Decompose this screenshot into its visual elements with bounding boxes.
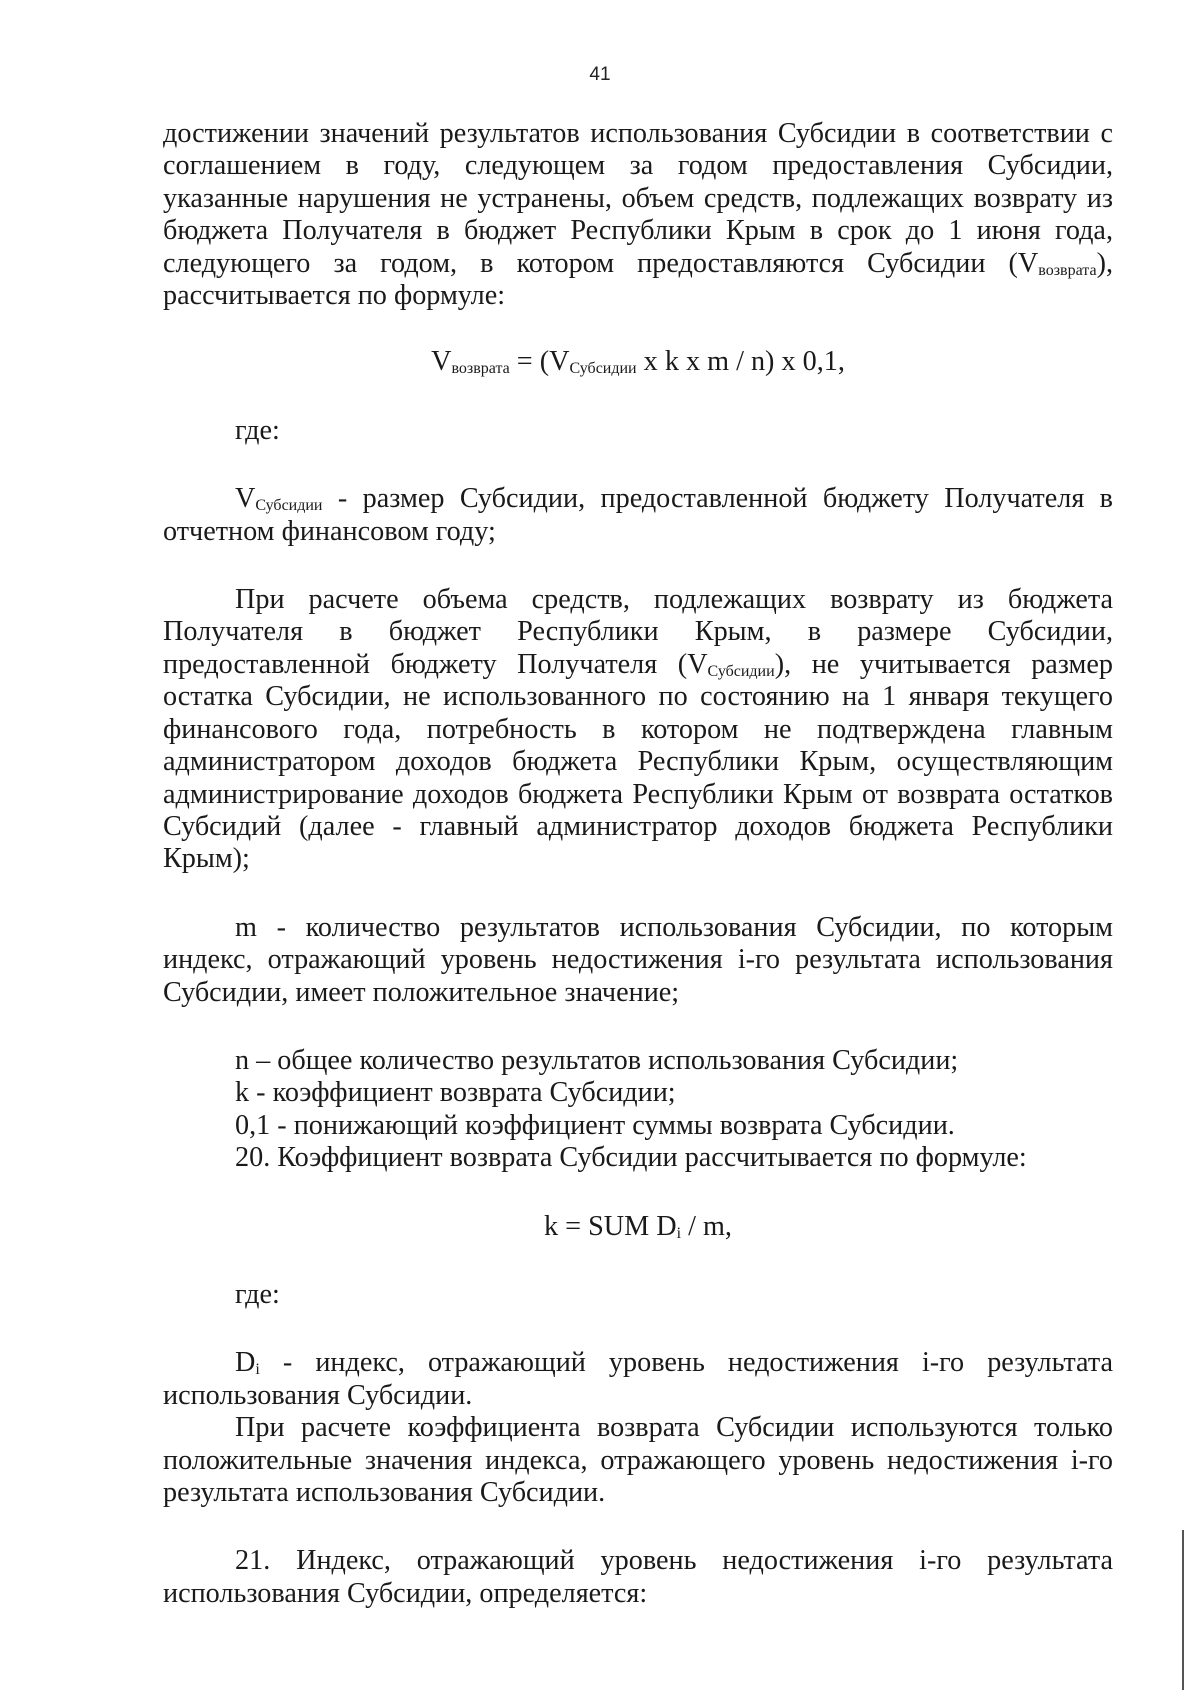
scan-edge-mark: [1182, 1530, 1184, 1690]
formula-return-coefficient: k = SUM $D_i$ / m,: [544, 1210, 732, 1242]
paragraph-continuation: достижении значений результатов использования Субсидии в соответствии с соглашением в году, следующем за годом предоставления Субсидии, указанные нарушения не устранены, объем средств, подлежащих возврату из бюджета Получателя в бюджет Республики Крым в срок до 1 июня года, следующего за годом, в котором предоставляются Субсидии $(V_{возврата})$, рассчитывается по формуле:: [163, 118, 1113, 312]
item-21: 21. Индекс, отражающий уровень недостижения i-го результата использования Субсидии, определяется:: [163, 1545, 1113, 1609]
definition-v-subsidy: $V_{Субсидии}$ - размер Субсидии, предоставленной бюджету Получателя в отчетном финансовом году;: [163, 483, 1113, 547]
definition-coefficient: 0,1 - понижающий коэффициент суммы возврата Субсидии.: [235, 1109, 955, 1141]
definition-m: m - количество результатов использования Субсидии, по которым индекс, отражающий уровень недостижения i-го результата использования Субсидии, имеет положительное значение;: [163, 911, 1113, 1008]
definition-di: $D_i$ - индекс, отражающий уровень недостижения i-го результата использования Субсидии.: [163, 1347, 1113, 1411]
paragraph-positive-values: При расчете коэффициента возврата Субсидии используются только положительные значения индекса, отражающего уровень недостижения i-го результата использования Субсидии.: [163, 1412, 1113, 1508]
definition-k: k - коэффициент возврата Субсидии;: [235, 1077, 676, 1109]
where-label-2: где:: [235, 1278, 280, 1310]
where-label: где:: [235, 414, 280, 446]
page-number: 41: [589, 64, 611, 85]
definition-n: n – общее количество результатов использования Субсидии;: [235, 1044, 959, 1076]
document-body: [163, 118, 1113, 1610]
formula-return-volume: $V_{возврата} = (V_{Субсидии}$ x k x m / n) x 0,1,: [431, 346, 845, 378]
item-20: 20. Коэффициент возврата Субсидии рассчитывается по формуле:: [235, 1142, 1027, 1174]
paragraph-calculation-note: При расчете объема средств, подлежащих возврату из бюджета Получателя в бюджет Республики Крым, в размере Субсидии, предоставленной бюджету Получателя $(V_{Субсидии})$, не учитывается размер остатка Субсидии, не использованного по состоянию на 1 января текущего финансового года, потребность в котором не подтверждена главным администратором доходов бюджета Республики Крым, осуществляющим администрирование доходов бюджета Республики Крым от возврата остатков Субсидий (далее - главный администратор доходов бюджета Республики Крым);: [163, 584, 1113, 875]
